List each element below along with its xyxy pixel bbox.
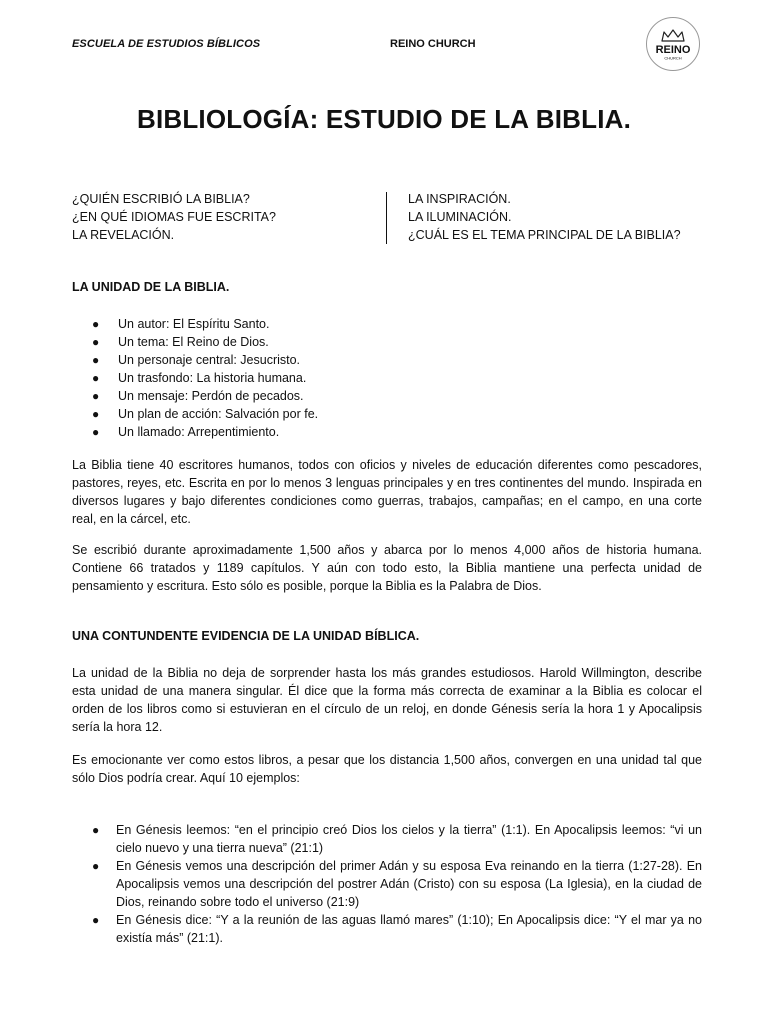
crown-icon xyxy=(662,30,684,41)
list-item: ● En Génesis leemos: “en el principio creó Dios los cielos y la tierra” (1:1). En Apocalipsis leemos: “vi un cielo nuevo y una tierra nueva” (21:1) xyxy=(92,823,702,855)
bullet-icon: ● xyxy=(92,913,100,927)
column-divider xyxy=(386,192,387,244)
list-item: ● Un tema: El Reino de Dios. xyxy=(92,335,269,349)
list-item: ● En Génesis vemos una descripción del primer Adán y su esposa Eva reinando en la tierra (1:27-28). En Apocalipsis vemos una descripción del postrer Adán (Cristo) con su esposa (La Iglesia), en la ciudad de Dios, reinando sobre todo el universo (21:9) xyxy=(92,859,702,909)
list-item: ● Un plan de acción: Salvación por fe. xyxy=(92,407,319,421)
bullet-icon: ● xyxy=(92,425,100,439)
topic-item: ¿QUIÉN ESCRIBIÓ LA BIBLIA? xyxy=(72,192,250,206)
list-item: ● Un trasfondo: La historia humana. xyxy=(92,371,307,385)
topics-block xyxy=(72,190,702,246)
section-heading-evidence: UNA CONTUNDENTE EVIDENCIA DE LA UNIDAD BÍBLICA. xyxy=(72,629,420,643)
paragraph-willmington: La unidad de la Biblia no deja de sorprender hasta los más grandes estudiosos. Harold Willmington, describe esta unidad de una manera singular. Él dice que la forma más correcta de examinar a la Biblia es colocar el orden de los libros como si estuvieran en el círculo de un reloj, en donde Génesis sería la hora 1 y Apocalipsis sería la hora 12. xyxy=(72,666,702,734)
paragraph-duration: Se escribió durante aproximadamente 1,500 años y abarca por lo menos 4,000 años de historia humana. Contiene 66 tratados y 1189 capítulos. Y aún con todo esto, la Biblia mantiene una perfecta unidad de pensamiento y escritura. Esto sólo es posible, porque la Biblia es la Palabra de Dios. xyxy=(72,543,702,593)
topic-item: LA REVELACIÓN. xyxy=(72,228,175,242)
list-item: ● En Génesis dice: “Y a la reunión de las aguas llamó mares” (1:10); En Apocalipsis dice: “Y el mar ya no existía más” (21:1). xyxy=(92,913,702,945)
page-title: BIBLIOLOGÍA: ESTUDIO DE LA BIBLIA. xyxy=(136,104,632,134)
bullet-icon: ● xyxy=(92,823,100,837)
section-heading-unity: LA UNIDAD DE LA BIBLIA. xyxy=(72,280,230,294)
bullet-icon: ● xyxy=(92,335,100,349)
header-school-name: ESCUELA DE ESTUDIOS BÍBLICOS xyxy=(72,38,261,50)
bullet-icon: ● xyxy=(92,317,100,331)
bullet-icon: ● xyxy=(92,859,100,873)
bullet-icon: ● xyxy=(92,371,100,385)
reino-church-logo xyxy=(645,16,701,72)
bullet-icon: ● xyxy=(92,389,100,403)
topic-item: ¿EN QUÉ IDIOMAS FUE ESCRITA? xyxy=(72,210,276,224)
list-item: ● Un autor: El Espíritu Santo. xyxy=(92,317,270,331)
examples-bullet-list xyxy=(72,821,702,947)
topics-left xyxy=(72,190,276,244)
list-item: ● Un llamado: Arrepentimiento. xyxy=(92,425,280,439)
list-item: ● Un mensaje: Perdón de pecados. xyxy=(92,389,304,403)
topic-item: LA ILUMINACIÓN. xyxy=(408,210,512,224)
paragraph-writers: La Biblia tiene 40 escritores humanos, todos con oficios y niveles de educación diferentes como pescadores, pastores, reyes, etc. Escrita en por lo menos 3 lenguas principales y en tres continentes del mundo. Inspirada en diversos lugares y bajo diferentes condiciones como guerras, trabajos, campañas; en el campo, en una corte real, en la cárcel, etc. xyxy=(72,458,702,526)
bullet-icon: ● xyxy=(92,407,100,421)
bullet-icon: ● xyxy=(92,353,100,367)
paragraph-examples-intro: Es emocionante ver como estos libros, a pesar que los distancia 1,500 años, convergen en una unidad tal que sólo Dios podría crear. Aquí 10 ejemplos: xyxy=(72,753,702,785)
logo-subtext: CHURCH xyxy=(664,55,682,61)
topic-item: ¿CUÁL ES EL TEMA PRINCIPAL DE LA BIBLIA? xyxy=(408,228,681,242)
topic-item: LA INSPIRACIÓN. xyxy=(408,192,511,206)
unity-bullet-list xyxy=(72,315,318,441)
list-item: ● Un personaje central: Jesucristo. xyxy=(92,353,301,367)
header-church-name: REINO CHURCH xyxy=(390,38,476,50)
logo-text: REINO xyxy=(655,44,691,56)
topics-right xyxy=(408,190,681,244)
